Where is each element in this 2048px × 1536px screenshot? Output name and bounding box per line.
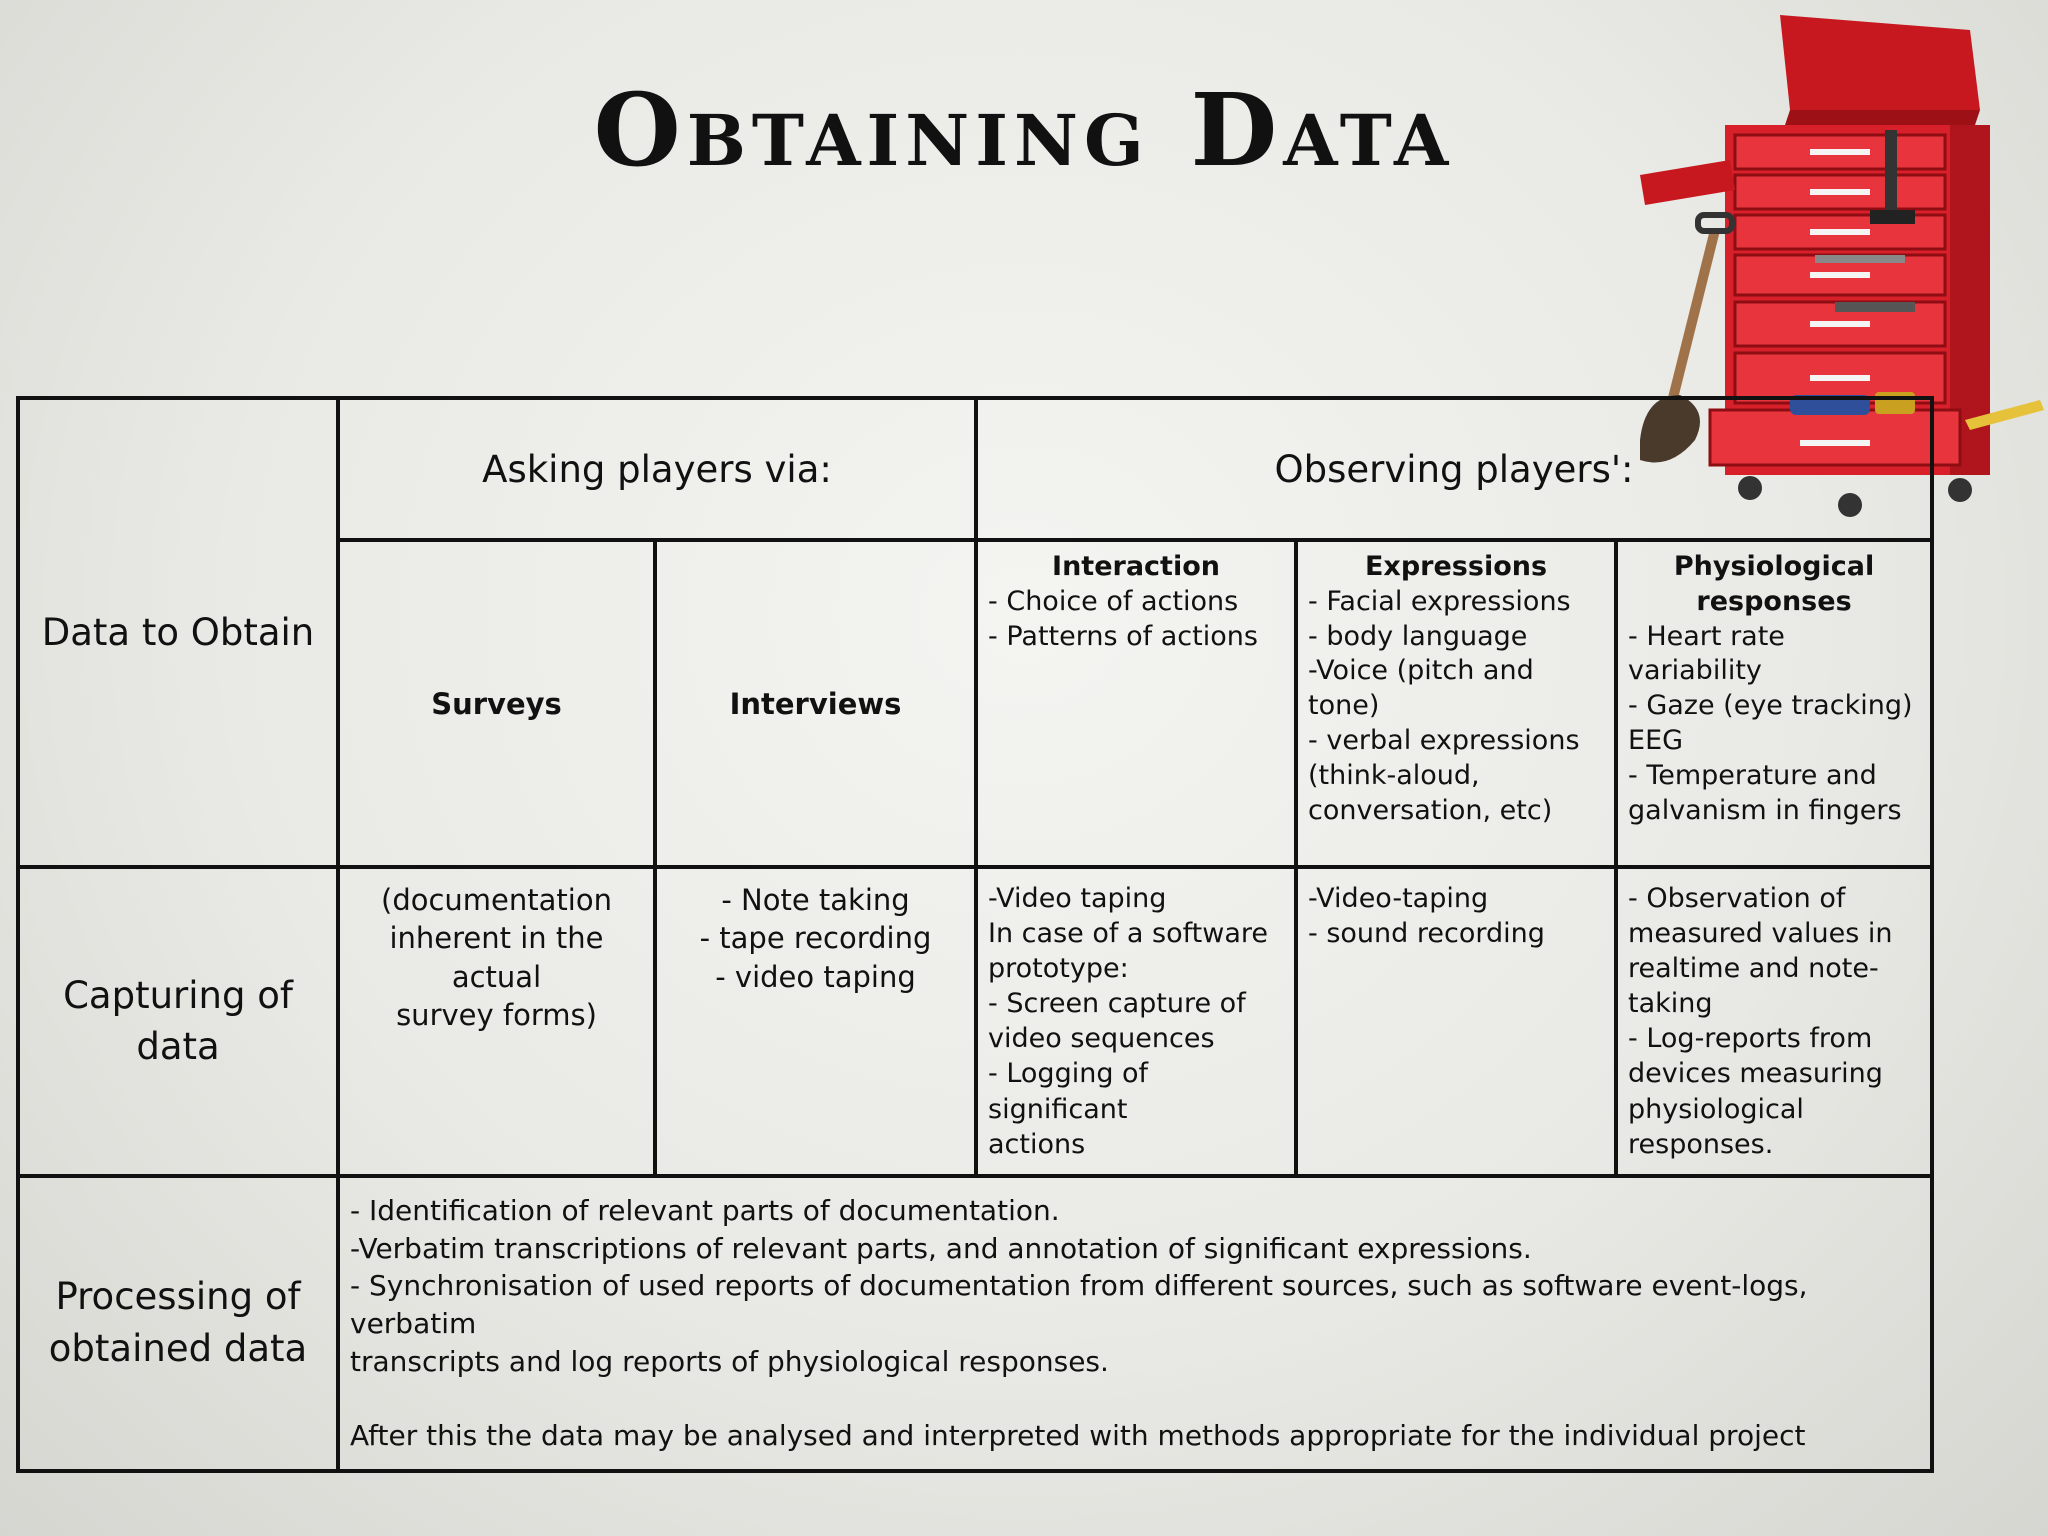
list-item: -Verbatim transcriptions of relevant parts, and annotation of significant expressions. [350,1231,1532,1265]
column-header-surveys: Surveys [338,540,655,867]
cell-capture-expressions [1296,867,1616,1176]
list-item: - Screen capture of [988,988,1246,1020]
list-item: survey forms) [396,997,597,1032]
cell-interaction [976,540,1296,867]
list-item: - Gaze (eye tracking) [1628,690,1913,722]
cell-capture-physiological [1616,867,1932,1176]
list-item: -Video-taping [1308,883,1489,914]
list-item: physiological responses. [1628,1093,1804,1160]
list-item: inherent in the actual [389,921,604,994]
cell-physiological [1616,540,1932,867]
list-item: - verbal expressions [1308,725,1580,757]
list-item: actions [988,1128,1086,1160]
slide-title: Obtaining Data [593,71,1455,189]
list-item: - Heart rate variability [1628,620,1785,687]
cell-capture-interaction [976,867,1296,1176]
list-item: conversation, etc) [1308,794,1553,826]
list-item: (think-aloud, [1308,759,1480,791]
cell-capture-surveys [338,867,655,1176]
list-item: prototype: [988,953,1129,985]
list-item: - Observation of [1628,883,1846,914]
list-item: measured values in [1628,918,1893,950]
list-item: (documentation [381,883,612,917]
obtaining-data-table [16,396,1934,1473]
list-item: - video taping [715,959,916,994]
list-item: In case of a software [988,918,1269,950]
column-header-expressions: Expressions [1364,551,1548,582]
list-item: transcripts and log reports of physiological responses. [350,1344,1109,1378]
list-item: - body language [1308,620,1528,652]
list-item: - Note taking [721,883,910,917]
row-header-data-to-obtain: Data to Obtain [18,398,338,867]
cell-capture-interviews [655,867,976,1176]
cell-expressions [1296,540,1616,867]
row-header-capturing: Capturing of data [18,867,338,1176]
row-header-processing: Processing of obtained data [18,1176,338,1471]
list-item: - Synchronisation of used reports of documentation from different sources, such as software event-logs, verbatim [350,1269,1808,1341]
list-item: video sequences [988,1023,1215,1055]
list-item: - Choice of actions [988,585,1239,617]
list-item: realtime and note-taking [1628,953,1879,1020]
list-item: - Logging of significant [988,1058,1149,1125]
group-header-observing: Observing players': [976,398,1932,540]
list-item: - Patterns of actions [988,620,1258,652]
list-item: galvanism in fingers [1628,794,1902,826]
list-item: - Identification of relevant parts of documentation. [350,1193,1060,1227]
column-header-interaction: Interaction [1052,551,1220,582]
list-item: - sound recording [1308,918,1545,950]
list-item: - Log-reports from [1628,1023,1873,1055]
list-item: -Video taping [988,883,1167,914]
column-header-interviews: Interviews [655,540,976,867]
list-item: - Temperature and [1628,759,1877,791]
column-header-physiological: Physiological responses [1673,551,1875,617]
list-item: EEG [1628,725,1684,757]
group-header-asking: Asking players via: [338,398,976,540]
list-item: -Voice (pitch and tone) [1308,655,1534,722]
list-item: - tape recording [699,921,932,956]
list-item: devices measuring [1628,1058,1883,1090]
cell-processing [338,1176,1932,1471]
list-item: - Facial expressions [1308,585,1571,617]
processing-conclusion: After this the data may be analysed and interpreted with methods appropriate for the individual project [350,1418,1806,1452]
